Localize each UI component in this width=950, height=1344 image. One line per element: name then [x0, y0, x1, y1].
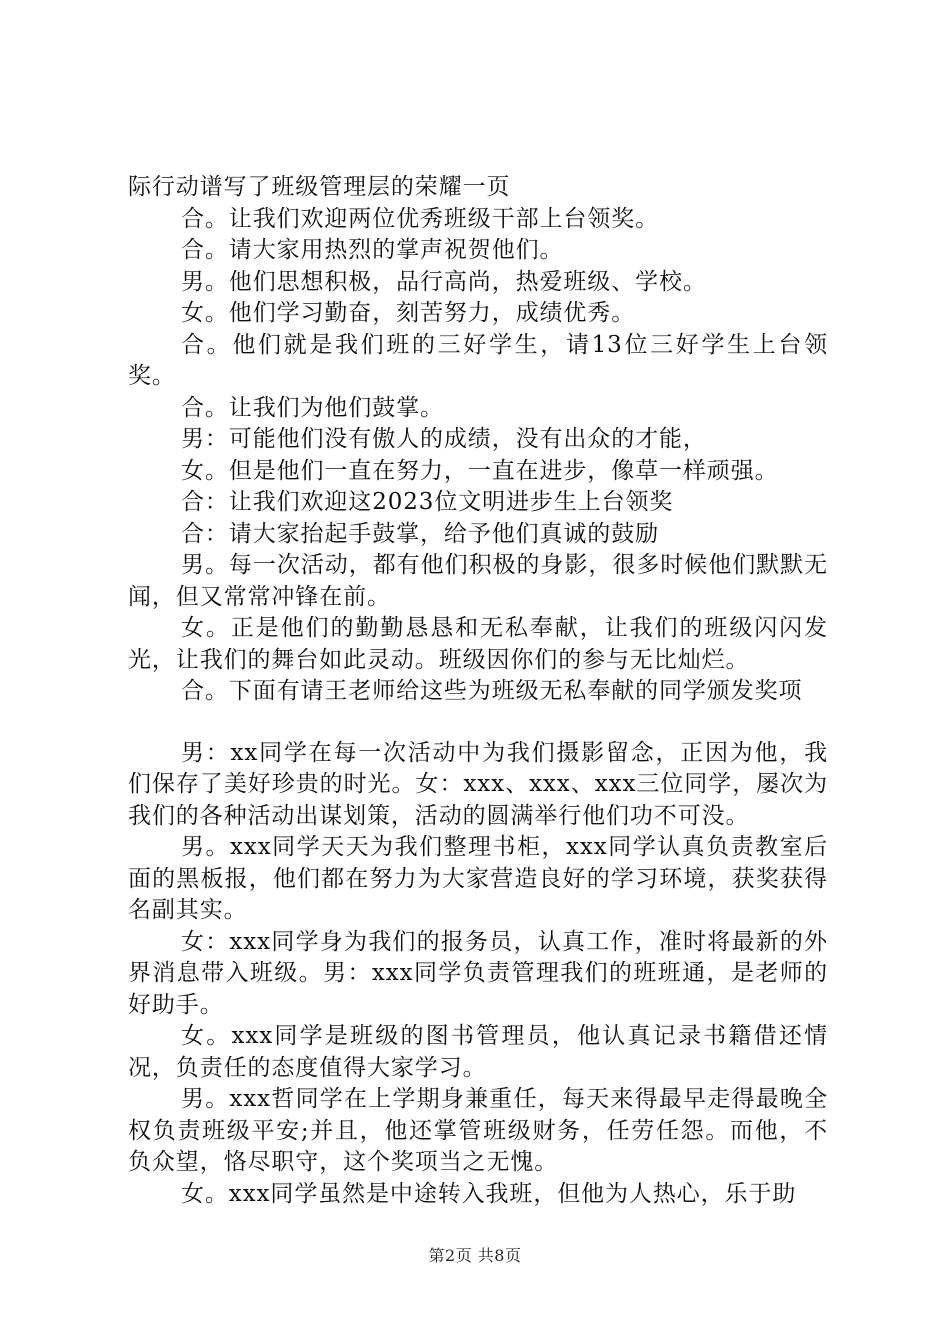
paragraph: 男。xxx哲同学在上学期身兼重任，每天来得最早走得最晚全权负责班级平安;并且，他还掌管班级财务，任劳任怨。而他，不负众望，恪尽职守，这个奖项当之无愧。: [128, 1086, 828, 1175]
document-body: [128, 172, 828, 1210]
paragraph-gap: [128, 708, 828, 738]
paragraph: 男。他们思想积极，品行高尚，热爱班级、学校。: [181, 268, 707, 295]
paragraph: 女。xxx同学是班级的图书管理员，他认真记录书籍借还情况，负责任的态度值得大家学习。: [128, 1023, 828, 1081]
paragraph: 合。让我们为他们鼓掌。: [181, 394, 444, 421]
paragraph: 女。xxx同学虽然是中途转入我班，但他为人热心，乐于助: [181, 1180, 797, 1207]
paragraph: 男。每一次活动，都有他们积极的身影，很多时候他们默默无闻，但又常常冲锋在前。: [128, 552, 828, 610]
paragraph: 合：请大家抬起手鼓掌，给予他们真诚的鼓励: [181, 520, 659, 547]
paragraph: 际行动谱写了班级管理层的荣耀一页: [128, 174, 511, 200]
paragraph: 女：xxx同学身为我们的报务员，认真工作，准时将最新的外界消息带入班级。男：xxx同学负责管理我们的班班通，是老师的好助手。: [128, 928, 828, 1018]
page-number: 第2页 共8页: [428, 1246, 522, 1265]
paragraph: 女。正是他们的勤勤恳恳和无私奉献，让我们的班级闪闪发光，让我们的舞台如此灵动。班级因你们的参与无比灿烂。: [128, 615, 828, 673]
paragraph: 合。请大家用热烈的掌声祝贺他们。: [181, 237, 564, 263]
paragraph: 合。他们就是我们班的三好学生，请13位三好学生上台领奖。: [128, 331, 828, 389]
paragraph: 合：让我们欢迎这2023位文明进步生上台领奖: [181, 489, 674, 515]
paragraph: 女。他们学习勤奋，刻苦努力，成绩优秀。: [181, 300, 636, 326]
paragraph: 男。xxx同学天天为我们整理书柜，xxx同学认真负责教室后面的黑板报，他们都在努力为大家营造良好的学习环境，获奖获得名副其实。: [128, 834, 828, 923]
paragraph: 合。下面有请王老师给这些为班级无私奉献的同学颁发奖项: [181, 678, 803, 704]
paragraph: 女。但是他们一直在努力，一直在进步，像草一样顽强。: [181, 457, 779, 484]
paragraph: 男：可能他们没有傲人的成绩，没有出众的才能，: [181, 426, 707, 452]
paragraph: 男：xx同学在每一次活动中为我们摄影留念，正因为他，我们保存了美好珍贵的时光。女：xxx、xxx、xxx三位同学，屡次为我们的各种活动出谋划策，活动的圆满举行他们功不可没。: [128, 739, 828, 829]
paragraph: 合。让我们欢迎两位优秀班级干部上台领奖。: [181, 205, 659, 232]
